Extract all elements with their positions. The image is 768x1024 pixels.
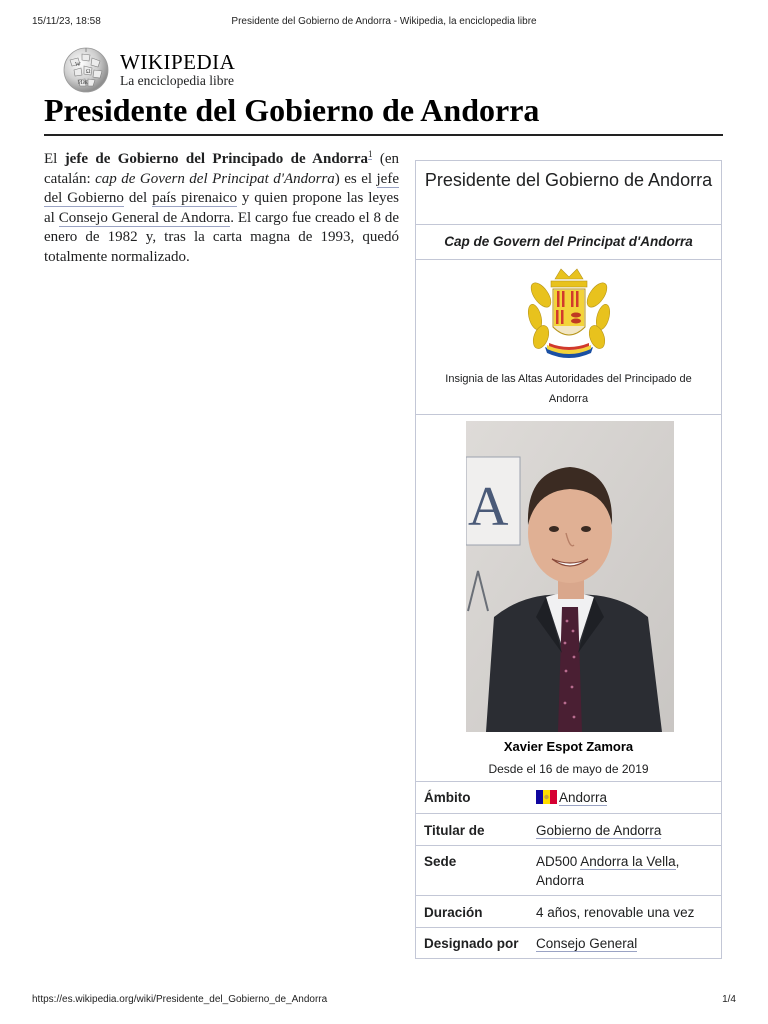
lead-text: El — [44, 151, 65, 167]
reference-link[interactable]: 1 — [367, 149, 373, 159]
officeholder-since: Desde el 16 de mayo de 2019 — [488, 762, 649, 776]
lead-bold-term: jefe de Gobierno del Principado de Andorra — [64, 151, 368, 167]
infobox-subtitle-section — [416, 224, 721, 259]
link-consejo-general[interactable]: Consejo General de Andorra — [58, 209, 231, 226]
wikipedia-logo[interactable] — [62, 46, 252, 94]
insignia-caption: Insignia de las Altas Autoridades del Principado de Andorra — [445, 373, 692, 405]
sede-prefix: AD500 — [536, 854, 581, 869]
link-andorra[interactable]: Andorra — [559, 790, 608, 805]
insignia-section — [416, 259, 721, 414]
infobox — [415, 160, 722, 959]
row-label-duracion: Duración — [424, 905, 483, 920]
row-label-ambito: Ámbito — [424, 790, 471, 805]
coat-of-arms-image[interactable] — [521, 265, 617, 365]
lead-text: ) es el — [334, 170, 377, 187]
lead-text: . El cargo fue creado el 8 de enero de 1982 y, tras la carta magna de 1993, quedó totalmente normalizado. — [44, 209, 399, 265]
print-header — [32, 16, 736, 30]
page-title: Presidente del Gobierno de Andorra — [44, 92, 540, 128]
portrait-section — [416, 414, 721, 782]
lead-catalan-name: cap de Govern del Principat d'Andorra — [95, 170, 335, 187]
row-label-titular: Titular de — [424, 823, 485, 838]
row-value-duracion: 4 años, renovable una vez — [536, 905, 695, 920]
infobox-row — [416, 781, 721, 814]
row-value-designado — [536, 934, 711, 953]
infobox-row — [416, 927, 721, 959]
print-title: Presidente del Gobierno de Andorra - Wikipedia, la enciclopedia libre — [231, 16, 537, 27]
title-divider — [44, 134, 723, 136]
row-label-sede: Sede — [424, 854, 457, 869]
print-url: https://es.wikipedia.org/wiki/Presidente_del_Gobierno_de_Andorra — [32, 994, 328, 1005]
lead-text: y quien propone las leyes al — [44, 190, 400, 226]
print-date: 15/11/23, 18:58 — [32, 16, 101, 27]
portrait-image[interactable] — [466, 421, 674, 732]
print-page-number: 1/4 — [722, 994, 736, 1005]
row-label-designado: Designado por — [424, 936, 519, 951]
link-jefe-del-gobierno[interactable]: jefe del Gobierno — [44, 170, 399, 206]
link-gobierno-de-andorra[interactable]: Gobierno de Andorra — [536, 823, 662, 838]
logo-tagline: La enciclopedia libre — [120, 73, 234, 88]
svg-text:A: A — [468, 476, 509, 538]
svg-text:W: W — [75, 62, 81, 68]
svg-text:ИЖ: ИЖ — [78, 80, 88, 86]
svg-text:Ω: Ω — [86, 69, 91, 75]
lead-text: del — [123, 190, 153, 206]
andorra-flag-icon — [536, 790, 557, 804]
infobox-row — [416, 895, 721, 928]
sede-suffix: , Andorra — [536, 854, 680, 888]
link-pais-pirenaico[interactable]: país pirenaico — [152, 190, 237, 206]
logo-wordmark: WIKIPEDIA — [120, 50, 236, 74]
print-footer — [32, 994, 736, 1008]
infobox-title: Presidente del Gobierno de Andorra — [424, 170, 713, 190]
wikipedia-globe-icon — [62, 46, 110, 94]
officeholder-name: Xavier Espot Zamora — [503, 739, 634, 754]
row-value-ambito — [536, 788, 711, 807]
row-value-titular — [536, 821, 711, 840]
lead-text: (en catalán: — [44, 151, 399, 187]
infobox-row — [416, 813, 721, 846]
infobox-row — [416, 845, 721, 896]
lead-paragraph — [44, 150, 399, 267]
link-andorra-la-vella[interactable]: Andorra la Vella — [580, 854, 676, 869]
infobox-subtitle: Cap de Govern del Principat d'Andorra — [444, 234, 693, 249]
link-consejo-general-infobox[interactable]: Consejo General — [536, 936, 638, 951]
row-value-sede — [536, 852, 711, 890]
